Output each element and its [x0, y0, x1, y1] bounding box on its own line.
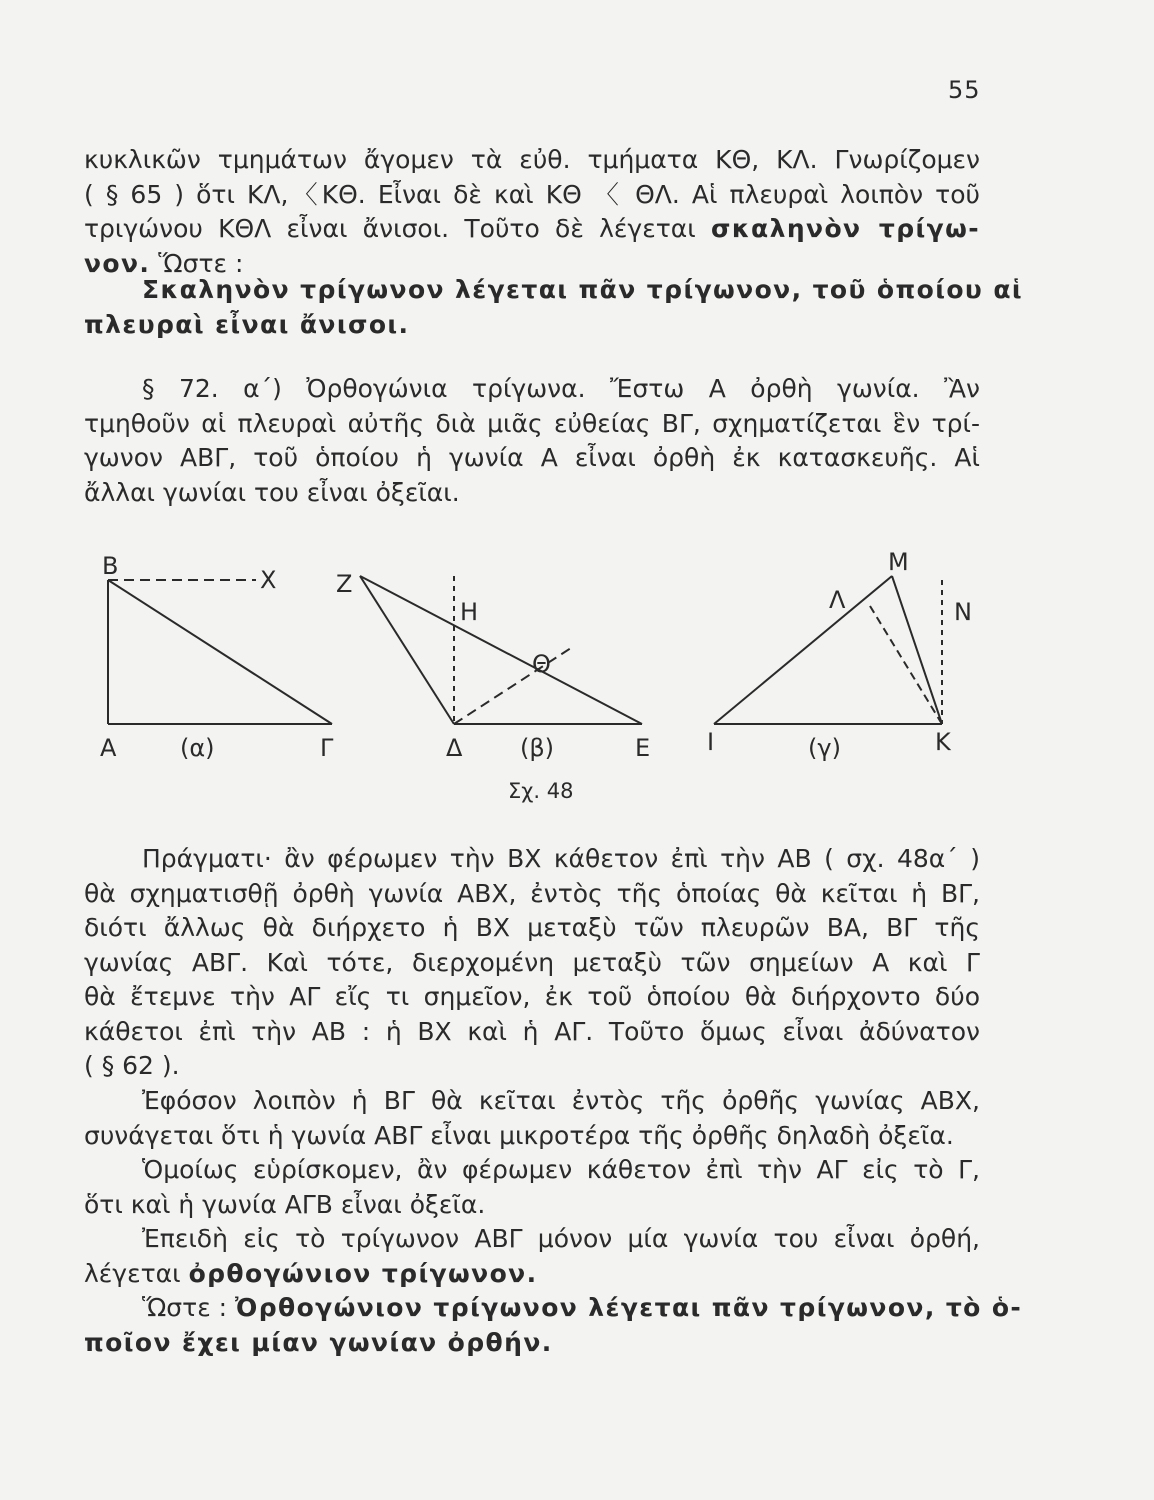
label-X: Χ	[260, 566, 277, 594]
definition-line: Σκαληνὸν τρίγωνον λέγεται πᾶν τρίγωνον, τοῦ ὁποίου αἱ	[142, 275, 1024, 304]
definition-line: ποῖον ἔχει μίαν γωνίαν ὀρθήν.	[84, 1327, 553, 1357]
label-TH: Θ	[532, 650, 551, 678]
subfigure-label-c: (γ)	[808, 734, 841, 762]
term-right-triangle: ὀρθογώνιον τρίγωνον.	[188, 1258, 538, 1288]
segment-IM	[714, 576, 892, 724]
text-line: λέγεται ὀρθογώνιον τρίγωνον.	[84, 1258, 538, 1288]
definition-scalene	[84, 273, 1024, 342]
page-number: 55	[948, 76, 981, 104]
definition-line: Ὥστε : Ὀρθογώνιον τρίγωνον λέγεται πᾶν τρίγωνον, τὸ ὁ-	[142, 1293, 1023, 1322]
label-Z: Ζ	[336, 570, 353, 598]
figure-caption: Σχ. 48	[508, 779, 574, 803]
text-line: ὅτι καὶ ἡ γωνία ΑΓΒ εἶναι ὀξεῖα.	[84, 1189, 486, 1219]
figure-48	[84, 548, 984, 818]
text-line: συνάγεται ὅτι ἡ γωνία ΑΒΓ εἶναι μικροτέρα τῆς ὀρθῆς δηλαδὴ ὀξεῖα.	[84, 1120, 954, 1150]
label-I: Ι	[707, 728, 715, 756]
figure-48-diagram	[84, 548, 984, 818]
text-line: Ἐφόσον λοιπὸν ἡ ΒΓ θὰ κεῖται ἐντὸς τῆς ὀρθῆς γωνίας ΑΒΧ,	[142, 1086, 980, 1115]
text-line: Πράγματι· ἂν φέρωμεν τὴν ΒΧ κάθετον ἐπὶ τὴν ΑΒ ( σχ. 48α΄ )	[142, 844, 980, 873]
paragraph-similarly	[84, 1153, 980, 1222]
label-B: Β	[102, 552, 119, 580]
segment-BG	[108, 580, 332, 724]
text-line: θὰ ἔτεμνε τὴν ΑΓ εἴς τι σημεῖον, ἐκ τοῦ ὁποίου θὰ διήρχοντο δύο	[84, 982, 980, 1011]
text-line: κάθετοι ἐπὶ τὴν ΑΒ : ἡ ΒΧ καὶ ἡ ΑΓ. Τοῦτο ὅμως εἶναι ἀδύνατον	[84, 1016, 980, 1046]
paragraph-scalene-intro	[84, 143, 980, 281]
paragraph-conclusion-acute	[84, 1084, 980, 1153]
label-A: Α	[100, 734, 117, 762]
text-line: θὰ σχηματισθῇ ὀρθὴ γωνία ΑΒΧ, ἐντὸς τῆς ὁποίας θὰ κεῖται ἡ ΒΓ,	[84, 878, 980, 908]
text-line: ( § 65 ) ὅτι ΚΛ,〈ΚΘ. Εἶναι δὲ καὶ ΚΘ 〈 ΘΛ. Αἱ πλευραὶ λοιπὸν τοῦ	[84, 179, 980, 209]
segment-MK	[892, 576, 942, 724]
label-E: Ε	[635, 734, 651, 762]
paragraph-proof	[84, 842, 980, 1084]
definition-right-triangle	[84, 1291, 1023, 1360]
section-72	[84, 372, 980, 510]
text-line: γωνίας ΑΒΓ. Καὶ τότε, διερχομένη μεταξὺ τῶν σημείων Α καὶ Γ	[84, 947, 980, 977]
text-line: ( § 62 ).	[84, 1051, 180, 1080]
label-D: Δ	[446, 734, 463, 762]
text-line: κυκλικῶν τμημάτων ἄγομεν τὰ εὐθ. τμήματα ΚΘ, ΚΛ. Γνωρίζομεν	[84, 145, 980, 174]
text-line: Ὁμοίως εὑρίσκομεν, ἂν φέρωμεν κάθετον ἐπὶ τὴν ΑΓ εἰς τὸ Γ,	[142, 1155, 980, 1184]
subfigure-label-a: (α)	[180, 734, 215, 762]
text-line: Ἐπειδὴ εἰς τὸ τρίγωνον ΑΒΓ μόνον μία γωνία του εἶναι ὀρθή,	[142, 1224, 980, 1253]
text-line: τμηθοῦν αἱ πλευραὶ αὐτῆς διὰ μιᾶς εὐθείας ΒΓ, σχηματίζεται ἓν τρί-	[84, 408, 980, 438]
text-line: τριγώνου ΚΘΛ εἶναι ἄνισοι. Τοῦτο δὲ λέγεται σκαληνὸν τρίγω-	[84, 214, 981, 243]
text-line: διότι ἄλλως θὰ διήρχετο ἡ ΒΧ μεταξὺ τῶν πλευρῶν ΒΑ, ΒΓ τῆς	[84, 913, 980, 942]
segment-ZE	[360, 576, 642, 724]
text-line: νον. Ὥστε :	[84, 248, 244, 278]
text-line: γωνον ΑΒΓ, τοῦ ὁποίου ἡ γωνία Α εἶναι ὀρθὴ ἐκ κατασκευῆς. Αἱ	[84, 443, 980, 472]
label-M: Μ	[888, 548, 909, 576]
term-scalene: σκαληνὸν τρίγω-	[711, 214, 981, 243]
segment-LK-dashed	[870, 606, 942, 724]
section-heading-line: § 72. α΄) Ὀρθογώνια τρίγωνα. Ἔστω Α ὀρθὴ γωνία. Ἂν	[142, 374, 980, 403]
label-K: Κ	[935, 728, 951, 756]
label-L: Λ	[829, 586, 846, 614]
paragraph-right-triangle	[84, 1222, 980, 1291]
label-H: Η	[460, 598, 479, 626]
label-N: Ν	[954, 598, 972, 626]
text-line: ἄλλαι γωνίαι του εἶναι ὀξεῖαι.	[84, 477, 460, 507]
definition-line: πλευραὶ εἶναι ἄνισοι.	[84, 309, 410, 339]
segment-ZD	[360, 576, 454, 724]
subfigure-label-b: (β)	[520, 734, 555, 762]
label-G: Γ	[320, 734, 334, 762]
